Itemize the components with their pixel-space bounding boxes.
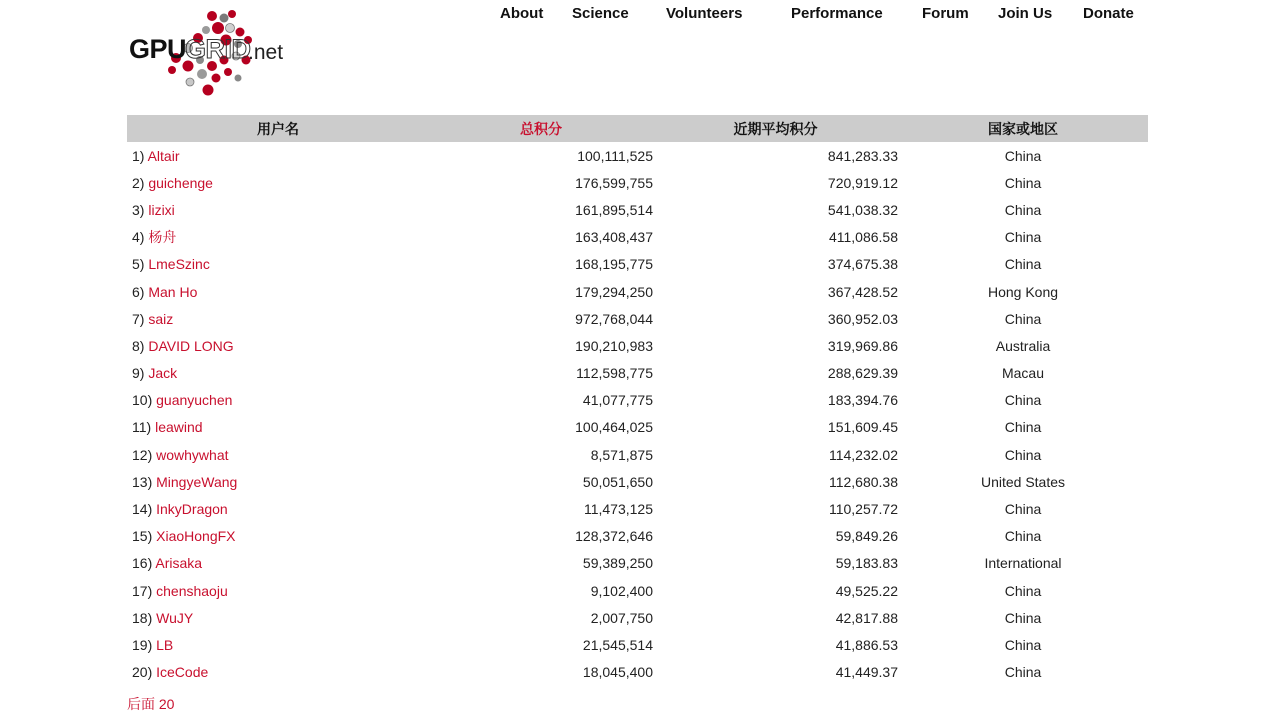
cell-total-credit: 100,464,025	[575, 419, 653, 436]
user-ranking-table	[127, 115, 1148, 686]
column-header-recent-average-credit[interactable]: 近期平均积分	[653, 115, 898, 142]
table-row	[127, 659, 1148, 686]
cell-country: China	[1004, 310, 1042, 327]
cell-country: China	[1004, 147, 1042, 164]
cell-user	[127, 278, 429, 305]
cell-user	[127, 224, 429, 251]
cell-country: Australia	[995, 337, 1051, 354]
cell-recent-average-credit: 41,449.37	[835, 664, 898, 681]
rank-number: 20)	[132, 664, 153, 681]
rank-number: 18)	[132, 609, 153, 626]
cell-user	[127, 196, 429, 223]
user-name-link[interactable]: IceCode	[156, 664, 209, 681]
cell-user	[127, 468, 429, 495]
cell-total-credit: 9,102,400	[590, 582, 653, 599]
cell-recent-average-credit: 151,609.45	[827, 419, 898, 436]
table-row	[127, 196, 1148, 223]
rank-number: 16)	[132, 555, 153, 572]
logo-text-grid: GRID	[185, 34, 251, 64]
cell-user	[127, 631, 429, 658]
cell-user	[127, 659, 429, 686]
cell-country: China	[1004, 664, 1042, 681]
nav-about[interactable]: About	[500, 5, 544, 22]
cell-user	[127, 387, 429, 414]
user-name-link[interactable]: WuJY	[156, 609, 194, 626]
rank-number: 12)	[132, 446, 153, 463]
user-name-link[interactable]: Man Ho	[148, 283, 198, 300]
next-page-link[interactable]: 后面 20	[127, 696, 175, 712]
cell-recent-average-credit: 110,257.72	[828, 501, 898, 518]
cell-total-credit: 50,051,650	[582, 473, 653, 490]
user-name-link[interactable]: chenshaoju	[156, 582, 228, 599]
table-row	[127, 224, 1148, 251]
table-row	[127, 631, 1148, 658]
nav-join-us[interactable]: Join Us	[998, 5, 1053, 22]
cell-country: China	[1004, 582, 1042, 599]
nav-forum[interactable]: Forum	[922, 5, 969, 22]
user-name-link[interactable]: wowhywhat	[156, 446, 229, 463]
cell-country: China	[1004, 419, 1042, 436]
cell-user	[127, 251, 429, 278]
user-name-link[interactable]: LmeSzinc	[148, 256, 210, 273]
user-name-link[interactable]: saiz	[148, 310, 174, 327]
rank-number: 7)	[132, 310, 145, 327]
cell-total-credit: 163,408,437	[575, 229, 653, 246]
cell-country: China	[1004, 392, 1042, 409]
top-nav	[0, 4, 1280, 24]
column-header-country[interactable]: 国家或地区	[898, 115, 1148, 142]
cell-total-credit: 59,389,250	[582, 555, 653, 572]
cell-total-credit: 100,111,525	[577, 147, 653, 164]
cell-recent-average-credit: 541,038.32	[827, 201, 898, 218]
cell-recent-average-credit: 288,629.39	[827, 365, 898, 382]
cell-user	[127, 495, 429, 522]
rank-number: 14)	[132, 501, 153, 518]
cell-total-credit: 8,571,875	[590, 446, 653, 463]
column-header-user[interactable]: 用户名	[127, 115, 429, 142]
table-row	[127, 305, 1148, 332]
cell-country: China	[1004, 636, 1042, 653]
user-name-link[interactable]: Arisaka	[155, 555, 203, 572]
rank-number: 17)	[132, 582, 153, 599]
nav-donate[interactable]: Donate	[1083, 5, 1134, 22]
logo-text-net: .net	[248, 41, 284, 64]
cell-recent-average-credit: 41,886.53	[835, 636, 898, 653]
cell-total-credit: 2,007,750	[590, 609, 653, 626]
nav-science[interactable]: Science	[572, 5, 629, 22]
cell-total-credit: 18,045,400	[582, 664, 653, 681]
cell-country: United States	[980, 473, 1066, 490]
cell-total-credit: 179,294,250	[575, 283, 653, 300]
rank-number: 5)	[132, 256, 145, 273]
cell-total-credit: 190,210,983	[575, 337, 653, 354]
table-row	[127, 550, 1148, 577]
user-name-link[interactable]: LB	[156, 636, 174, 653]
cell-country: China	[1004, 609, 1042, 626]
table-row	[127, 468, 1148, 495]
cell-total-credit: 128,372,646	[575, 528, 653, 545]
cell-recent-average-credit: 183,394.76	[827, 392, 898, 409]
cell-user	[127, 305, 429, 332]
user-name-link[interactable]: InkyDragon	[156, 501, 228, 518]
table-row	[127, 414, 1148, 441]
cell-total-credit: 168,195,775	[575, 256, 653, 273]
table-row	[127, 360, 1148, 387]
cell-user	[127, 169, 429, 196]
user-name-link[interactable]: 杨舟	[148, 229, 177, 246]
cell-recent-average-credit: 374,675.38	[827, 256, 898, 273]
user-name-link[interactable]: guanyuchen	[156, 392, 233, 409]
cell-country: China	[1004, 229, 1042, 246]
rank-number: 1)	[132, 147, 145, 164]
cell-country: China	[1004, 528, 1042, 545]
table-row	[127, 441, 1148, 468]
user-name-link[interactable]: Jack	[148, 365, 178, 382]
cell-country: China	[1004, 256, 1042, 273]
rank-number: 6)	[132, 283, 145, 300]
cell-recent-average-credit: 59,183.83	[835, 555, 898, 572]
table-row	[127, 142, 1148, 169]
cell-user	[127, 577, 429, 604]
user-name-link[interactable]: guichenge	[148, 174, 213, 191]
table-row	[127, 523, 1148, 550]
table-body	[127, 142, 1148, 686]
rank-number: 13)	[132, 473, 153, 490]
table-row	[127, 387, 1148, 414]
cell-user	[127, 550, 429, 577]
rank-number: 11)	[132, 419, 152, 436]
rank-number: 19)	[132, 636, 153, 653]
user-name-link[interactable]: XiaoHongFX	[156, 528, 236, 545]
cell-total-credit: 176,599,755	[575, 174, 653, 191]
table-row	[127, 604, 1148, 631]
cell-recent-average-credit: 114,232.02	[828, 446, 898, 463]
cell-recent-average-credit: 367,428.52	[827, 283, 898, 300]
cell-country: China	[1004, 174, 1042, 191]
cell-user	[127, 332, 429, 359]
rank-number: 2)	[132, 174, 145, 191]
user-name-link[interactable]: Altair	[147, 147, 180, 164]
table-row	[127, 169, 1148, 196]
cell-user	[127, 604, 429, 631]
cell-recent-average-credit: 720,919.12	[827, 174, 898, 191]
table-row	[127, 251, 1148, 278]
cell-country: China	[1004, 501, 1042, 518]
pagination	[127, 694, 174, 714]
cell-country: International	[984, 555, 1062, 572]
cell-total-credit: 41,077,775	[582, 392, 653, 409]
rank-number: 9)	[132, 365, 145, 382]
user-name-link[interactable]: leawind	[155, 419, 203, 436]
rank-number: 10)	[132, 392, 153, 409]
cell-user	[127, 414, 429, 441]
cell-country: Hong Kong	[987, 283, 1059, 300]
table-row	[127, 278, 1148, 305]
cell-total-credit: 11,473,125	[583, 501, 653, 518]
column-header-total-credit[interactable]: 总积分	[429, 115, 653, 142]
cell-recent-average-credit: 112,680.38	[828, 473, 898, 490]
rank-number: 15)	[132, 528, 153, 545]
rank-number: 3)	[132, 201, 145, 218]
table-row	[127, 577, 1148, 604]
cell-recent-average-credit: 841,283.33	[827, 147, 898, 164]
cell-recent-average-credit: 411,086.58	[828, 229, 898, 246]
cell-country: China	[1004, 446, 1042, 463]
user-name-link[interactable]: lizixi	[148, 201, 175, 218]
table-row	[127, 332, 1148, 359]
rank-number: 8)	[132, 337, 145, 354]
cell-country: China	[1004, 201, 1042, 218]
cell-total-credit: 972,768,044	[575, 310, 653, 327]
cell-user	[127, 523, 429, 550]
cell-recent-average-credit: 42,817.88	[835, 609, 898, 626]
cell-user	[127, 360, 429, 387]
nav-volunteers[interactable]: Volunteers	[666, 5, 743, 22]
user-name-link[interactable]: MingyeWang	[156, 473, 238, 490]
rank-number: 4)	[132, 229, 145, 246]
nav-performance[interactable]: Performance	[791, 5, 883, 22]
cell-recent-average-credit: 319,969.86	[827, 337, 898, 354]
cell-country: Macau	[1001, 365, 1045, 382]
cell-user	[127, 142, 429, 169]
cell-recent-average-credit: 360,952.03	[827, 310, 898, 327]
cell-total-credit: 112,598,775	[576, 365, 653, 382]
cell-recent-average-credit: 59,849.26	[835, 528, 898, 545]
cell-total-credit: 21,545,514	[582, 636, 653, 653]
user-name-link[interactable]: DAVID LONG	[148, 337, 234, 354]
cell-user	[127, 441, 429, 468]
table-row	[127, 495, 1148, 522]
cell-total-credit: 161,895,514	[575, 201, 653, 218]
cell-recent-average-credit: 49,525.22	[835, 582, 898, 599]
logo-text-gpu: GPU	[129, 34, 187, 64]
table-header-row	[127, 115, 1148, 142]
